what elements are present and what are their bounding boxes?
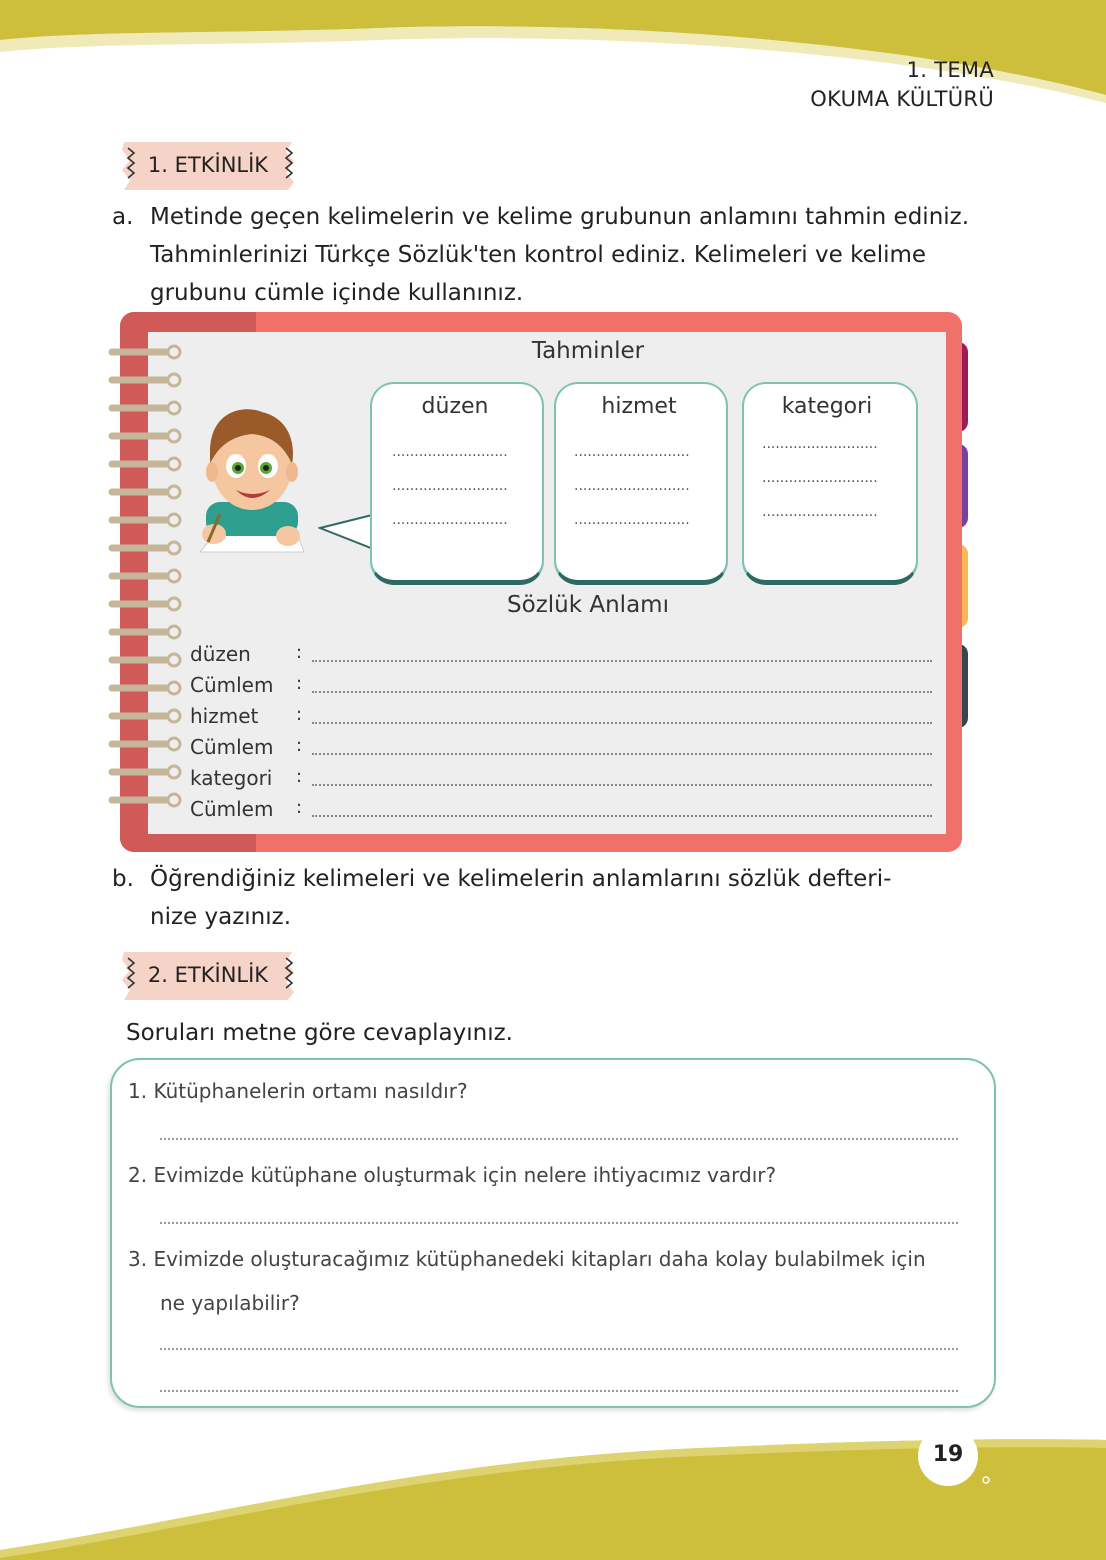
row-label-hizmet: hizmet: [190, 704, 259, 728]
bubble3-dots-3[interactable]: ..........................: [762, 504, 878, 520]
row-answer-line[interactable]: [312, 815, 932, 817]
boy-writing-illustration: [192, 402, 312, 562]
bubble2-dots-3[interactable]: ..........................: [574, 512, 690, 528]
row-label-kategori: kategori: [190, 766, 273, 790]
bubble-word-3: kategori: [781, 394, 873, 419]
row-colon: :: [296, 704, 303, 725]
theme-title: OKUMA KÜLTÜRÜ: [810, 87, 994, 111]
question-1-number: 1.: [128, 1079, 148, 1103]
question-2-number: 2.: [128, 1163, 148, 1187]
question-3: [128, 1244, 968, 1274]
instruction-a-line3: grubunu cümle içinde kullanınız.: [150, 280, 524, 306]
row-answer-line[interactable]: [312, 691, 932, 693]
predictions-title: Tahminler: [531, 338, 645, 364]
bubble1-dots-1[interactable]: ..........................: [392, 444, 508, 460]
question-3-text-cont: ne yapılabilir?: [160, 1291, 300, 1315]
question-2-answer-line[interactable]: [160, 1222, 958, 1224]
row-colon: :: [296, 673, 303, 694]
dictionary-title: Sözlük Anlamı: [507, 592, 669, 618]
bubble-word-1: düzen: [421, 394, 489, 419]
row-label-duzen: düzen: [190, 642, 251, 666]
question-3-text: Evimizde oluşturacağımız kütüphanedeki kitapları daha kolay bulabilmek için: [153, 1247, 926, 1271]
questions-box: [110, 1058, 996, 1408]
question-3-answer-line-1[interactable]: [160, 1348, 958, 1350]
activity2-label: 2. ETKİNLİK: [147, 963, 269, 987]
question-2-text: Evimizde kütüphane oluşturmak için nelere ihtiyacımız vardır?: [153, 1163, 777, 1187]
instruction-b-marker: b.: [112, 866, 134, 892]
notebook: [108, 312, 978, 857]
instruction-a-line1: Metinde geçen kelimelerin ve kelime grubunun anlamını tahmin ediniz.: [150, 204, 970, 230]
instruction-a-marker: a.: [112, 204, 134, 230]
instruction-b: [112, 860, 992, 940]
instruction-a: [112, 198, 992, 318]
bubble2-dots-2[interactable]: ..........................: [574, 478, 690, 494]
row-label-cumlem: Cümlem: [190, 735, 274, 759]
row-answer-line[interactable]: [312, 784, 932, 786]
spiral-rings: [108, 342, 188, 822]
row-answer-line[interactable]: [312, 660, 932, 662]
theme-number: 1. TEMA: [906, 58, 994, 82]
bubble3-dots-2[interactable]: ..........................: [762, 470, 878, 486]
row-colon: :: [296, 735, 303, 756]
row-answer-line[interactable]: [312, 753, 932, 755]
question-1-answer-line[interactable]: [160, 1138, 958, 1140]
activity1-ribbon: [118, 138, 298, 192]
page-number: 19: [932, 1442, 964, 1467]
row-colon: :: [296, 642, 303, 663]
speech-bubble-pointer: [318, 508, 378, 558]
activity1-label: 1. ETKİNLİK: [147, 153, 269, 177]
row-label-cumlem: Cümlem: [190, 797, 274, 821]
bubble1-dots-2[interactable]: ..........................: [392, 478, 508, 494]
bubble3-dots-1[interactable]: ..........................: [762, 436, 878, 452]
question-1: [128, 1076, 968, 1106]
theme-heading: [810, 56, 994, 114]
bubble2-dots-1[interactable]: ..........................: [574, 444, 690, 460]
question-3-number: 3.: [128, 1247, 148, 1271]
question-2: [128, 1160, 968, 1190]
instruction-b-line1: Öğrendiğiniz kelimeleri ve kelimelerin anlamlarını sözlük defteri-: [150, 866, 892, 892]
row-label-cumlem: Cümlem: [190, 673, 274, 697]
activity2-instruction: Soruları metne göre cevaplayınız.: [126, 1020, 513, 1046]
instruction-a-line2: Tahminlerinizi Türkçe Sözlük'ten kontrol ediniz. Kelimeleri ve kelime: [150, 242, 927, 268]
bubble-word-2: hizmet: [601, 394, 677, 419]
bubble1-dots-3[interactable]: ..........................: [392, 512, 508, 528]
instruction-b-line2: nize yazınız.: [150, 904, 292, 930]
question-1-text: Kütüphanelerin ortamı nasıldır?: [153, 1079, 468, 1103]
row-colon: :: [296, 766, 303, 787]
row-answer-line[interactable]: [312, 722, 932, 724]
question-3-answer-line-2[interactable]: [160, 1390, 958, 1392]
row-colon: :: [296, 797, 303, 818]
activity2-ribbon: [118, 948, 298, 1002]
